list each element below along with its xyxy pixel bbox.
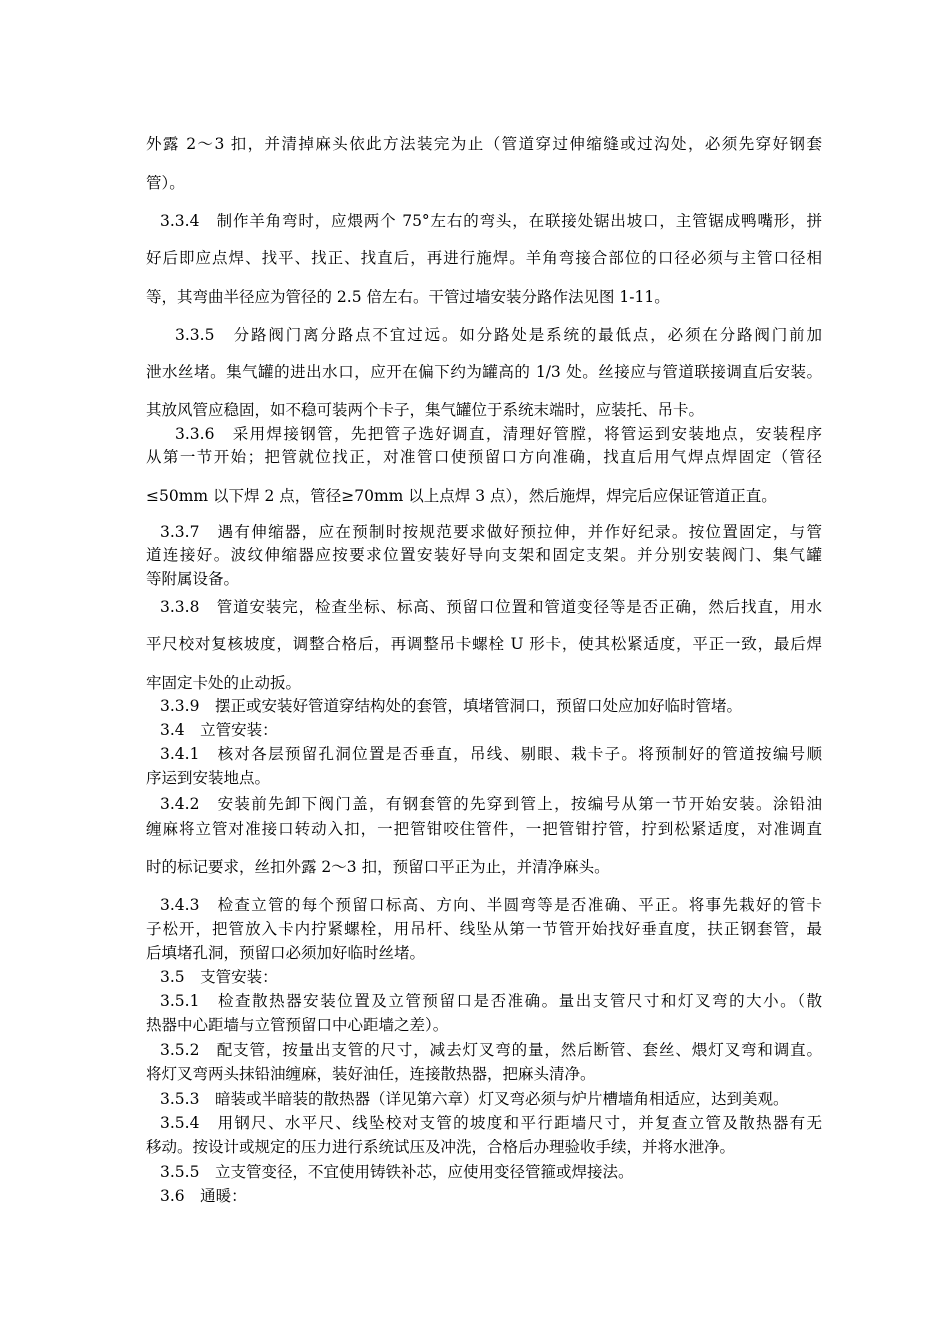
text-line: 等，其弯曲半径应为管径的 2.5 倍左右。干管过墙安装分路作法见图 1-11。 [146, 288, 670, 306]
text-line: 3.5.2 配支管，按量出支管的尺寸，减去灯叉弯的量，然后断管、套丝、煨灯叉弯和调直。 [160, 1041, 822, 1059]
text-line: 牢固定卡处的止动扳。 [146, 674, 302, 692]
text-line: 好后即应点焊、找平、找正、找直后，再进行施焊。羊角弯接合部位的口径必须与主管口径相 [146, 249, 822, 267]
text-line: 3.3.5 分路阀门离分路点不宜过远。如分路处是系统的最低点，必须在分路阀门前加 [175, 326, 822, 344]
text-line: ≤50mm 以下焊 2 点，管径≥70mm 以上点焊 3 点），然后施焊，焊完后应保证管道正直。 [146, 487, 777, 505]
text-line: 3.5.3 暗装或半暗装的散热器（详见第六章）灯叉弯必须与炉片槽墙角相适应，达到美观。 [160, 1090, 789, 1108]
text-line: 平尺校对复核坡度，调整合格后，再调整吊卡螺栓 U 形卡，使其松紧适度，平正一致，最后焊 [146, 635, 822, 653]
text-line: 3.5.5 立支管变径，不宜使用铸铁补芯，应使用变径管箍或焊接法。 [160, 1163, 634, 1181]
text-line: 移动。按设计或规定的压力进行系统试压及冲洗，合格后办理验收手续，并将水泄净。 [146, 1138, 736, 1156]
text-line: 3.5.4 用钢尺、水平尺、线坠校对支管的坡度和平行距墙尺寸，并复查立管及散热器有无 [160, 1114, 822, 1132]
text-line: 时的标记要求，丝扣外露 2～3 扣，预留口平正为止，并清净麻头。 [146, 858, 610, 876]
text-line: 3.4.3 检查立管的每个预留口标高、方向、半圆弯等是否准确、平正。将事先栽好的管卡 [160, 896, 822, 914]
text-line: 等附属设备。 [146, 570, 240, 588]
text-line: 3.4.1 核对各层预留孔洞位置是否垂直，吊线、剔眼、栽卡子。将预制好的管道按编号顺 [160, 745, 822, 763]
text-line: 3.3.7 遇有伸缩器，应在预制时按规范要求做好预拉伸，并作好纪录。按位置固定，与管 [160, 523, 822, 541]
text-line: 将灯叉弯两头抹铅油缠麻，装好油任，连接散热器，把麻头清净。 [146, 1065, 596, 1083]
text-line: 后填堵孔洞，预留口必须加好临时丝堵。 [146, 944, 426, 962]
text-line: 热器中心距墙与立管预留口中心距墙之差）。 [146, 1016, 449, 1034]
text-line: 3.3.8 管道安装完，检查坐标、标高、预留口位置和管道变径等是否正确，然后找直，用水 [160, 598, 822, 616]
text-line: 3.6 通暖： [160, 1187, 247, 1205]
text-line: 其放风管应稳固，如不稳可装两个卡子，集气罐位于系统末端时，应装托、吊卡。 [146, 401, 705, 419]
text-line: 3.4 立管安装： [160, 721, 278, 739]
text-line: 外露 2～3 扣，并清掉麻头依此方法装完为止（管道穿过伸缩缝或过沟处，必须先穿好钢套 [146, 135, 822, 153]
text-line: 3.3.4 制作羊角弯时，应煨两个 75°左右的弯头，在联接处锯出坡口，主管锯成鸭嘴形，拼 [160, 212, 822, 230]
text-line: 3.5.1 检查散热器安装位置及立管预留口是否准确。量出支管尺寸和灯叉弯的大小。（散 [160, 992, 822, 1010]
text-line: 泄水丝堵。集气罐的进出水口，应开在偏下约为罐高的 1/3 处。丝接应与管道联接调直后安装。 [146, 363, 822, 381]
text-line: 3.3.6 采用焊接钢管，先把管子选好调直，清理好管膛，将管运到安装地点，安装程序 [175, 425, 822, 443]
text-line: 3.3.9 摆正或安装好管道穿结构处的套管，填堵管洞口，预留口处应加好临时管堵。 [160, 697, 742, 715]
text-line: 3.5 支管安装： [160, 968, 278, 986]
text-line: 子松开，把管放入卡内拧紧螺栓，用吊杆、线坠从第一节管开始找好垂直度，扶正钢套管，最 [146, 920, 822, 938]
text-line: 道连接好。波纹伸缩器应按要求位置安装好导向支架和固定支架。并分别安装阀门、集气罐 [146, 546, 822, 564]
text-line: 序运到安装地点。 [146, 769, 271, 787]
text-line: 管）。 [146, 174, 185, 192]
text-line: 缠麻将立管对准接口转动入扣，一把管钳咬住管件，一把管钳拧管，拧到松紧适度，对准调直 [146, 820, 822, 838]
text-line: 3.4.2 安装前先卸下阀门盖，有钢套管的先穿到管上，按编号从第一节开始安装。涂铅油 [160, 795, 822, 813]
text-line: 从第一节开始；把管就位找正，对准管口使预留口方向准确，找直后用气焊点焊固定（管径 [146, 448, 822, 466]
